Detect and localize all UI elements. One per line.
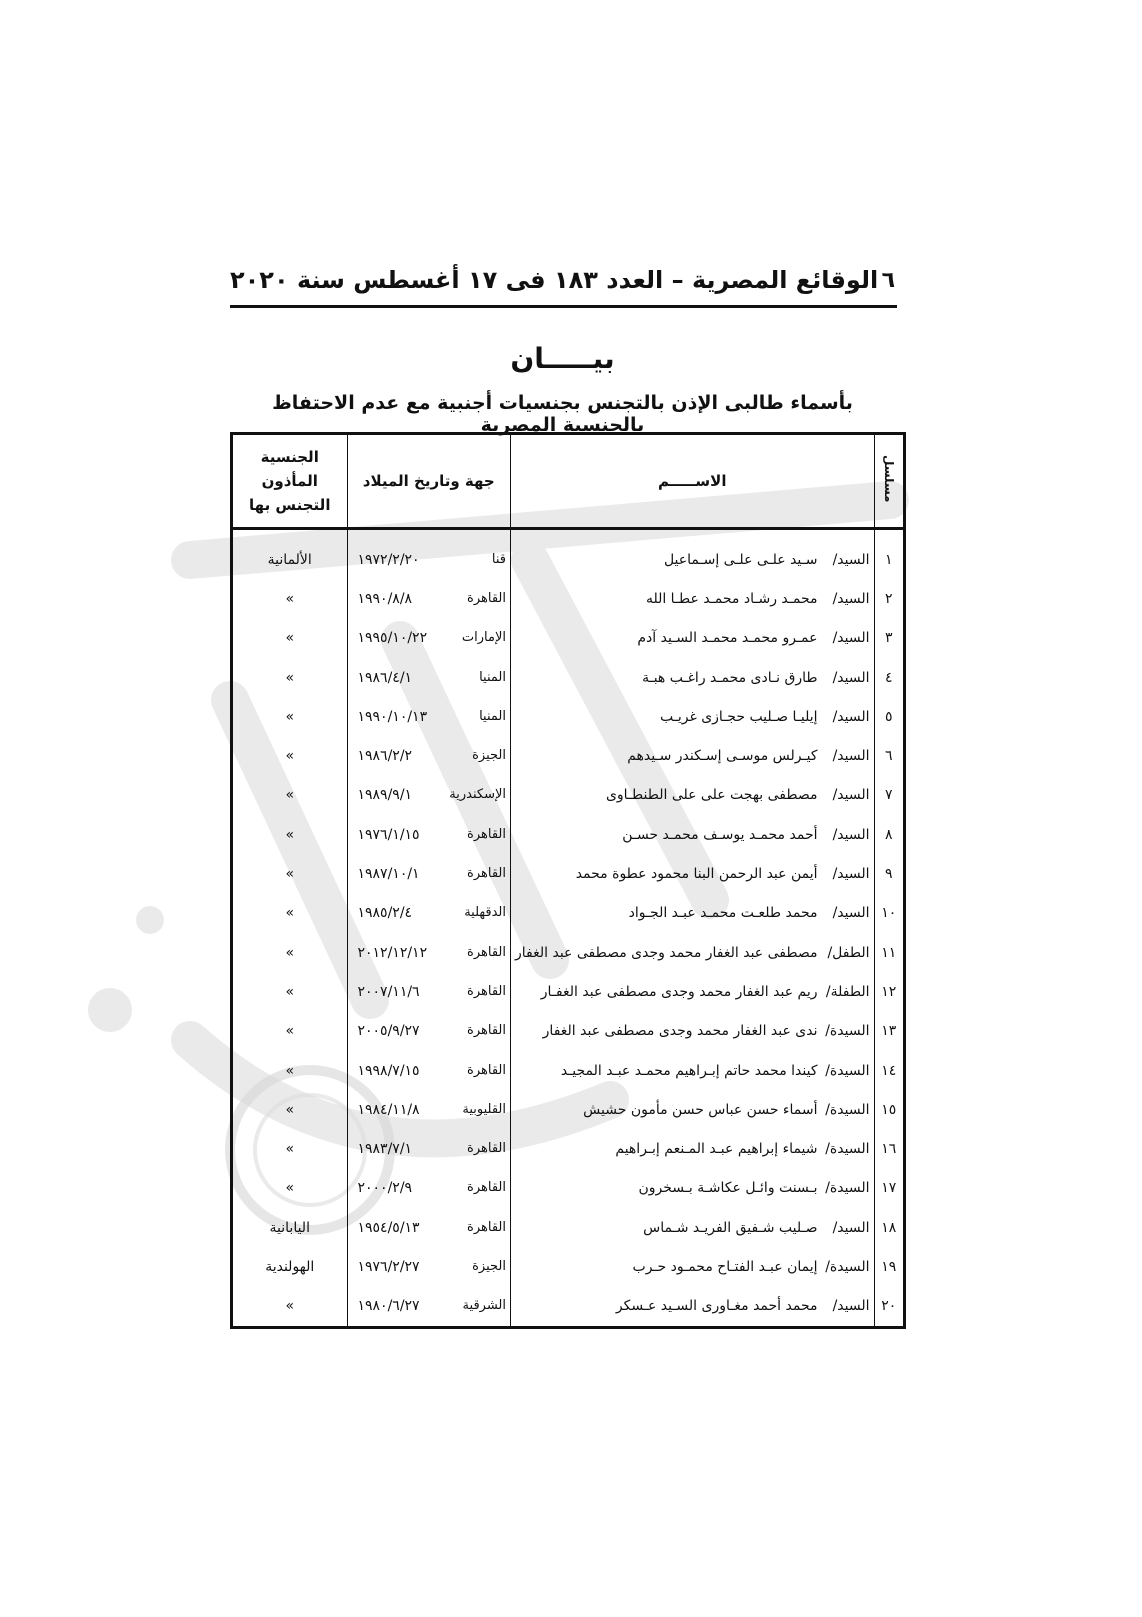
row-name-cell <box>511 619 875 658</box>
row-name: سـيد علـى علـى إسـماعيل <box>663 551 818 568</box>
table-row <box>232 933 905 972</box>
row-serial: ١٠ <box>874 894 905 933</box>
row-name: محمـد رشـاد محمـد عطـا الله <box>645 590 818 607</box>
row-nationality: » <box>232 894 348 933</box>
row-name: ريم عبد الغفار محمد وجدى مصطفى عبد الغفـار <box>540 983 818 1000</box>
row-name-cell <box>511 1208 875 1247</box>
row-birth-cell <box>347 697 511 736</box>
row-birth-date: ٢٠٠٥/٩/٢٧ <box>357 1023 420 1040</box>
table-row <box>232 1090 905 1129</box>
row-birth-place: الجيزة <box>472 748 506 764</box>
row-name-cell <box>511 1169 875 1208</box>
row-birth-place: القاهرة <box>467 826 506 842</box>
row-name-cell <box>511 894 875 933</box>
row-birth-date: ٢٠١٢/١٢/١٢ <box>357 944 428 961</box>
row-birth-cell <box>347 1129 511 1168</box>
row-title: السيد/ <box>832 1219 870 1236</box>
row-serial: ٧ <box>874 776 905 815</box>
row-nationality: » <box>232 1051 348 1090</box>
row-name-cell <box>511 579 875 618</box>
row-birth-place: المنيا <box>479 669 506 685</box>
row-birth-date: ١٩٧٦/٢/٢٧ <box>357 1258 420 1275</box>
row-title: السيدة/ <box>825 1258 870 1275</box>
table-row <box>232 1129 905 1168</box>
row-birth-date: ١٩٨٧/١٠/١ <box>357 866 420 883</box>
row-birth-date: ١٩٩٥/١٠/٢٢ <box>357 630 428 647</box>
row-birth-cell <box>347 815 511 854</box>
row-birth-date: ١٩٨٥/٢/٤ <box>357 905 413 922</box>
row-nationality: » <box>232 579 348 618</box>
row-name-cell <box>511 1247 875 1286</box>
row-serial: ١٨ <box>874 1208 905 1247</box>
table-row <box>232 697 905 736</box>
row-birth-date: ١٩٨٤/١١/٨ <box>357 1101 420 1118</box>
table-row <box>232 658 905 697</box>
row-name-cell <box>511 933 875 972</box>
row-serial: ١ <box>874 540 905 579</box>
row-birth-cell <box>347 1247 511 1286</box>
row-name: صـليب شـفيق الفريـد شـماس <box>643 1219 818 1236</box>
row-nationality: » <box>232 697 348 736</box>
row-name-cell <box>511 1090 875 1129</box>
row-name: عمـرو محمـد محمـد السـيد آدم <box>637 630 818 647</box>
column-header-name: الاســـــم <box>511 434 875 529</box>
row-serial: ١٤ <box>874 1051 905 1090</box>
row-title: السيد/ <box>832 630 870 647</box>
gazette-header-title: الوقائع المصرية – العدد ١٨٣ فى ١٧ أغسطس سنة ٢٠٢٠ <box>230 266 879 294</box>
row-title: السيد/ <box>832 905 870 922</box>
row-title: السيد/ <box>832 669 870 686</box>
row-title: السيد/ <box>832 866 870 883</box>
row-name-cell <box>511 697 875 736</box>
row-serial: ١١ <box>874 933 905 972</box>
row-birth-place: الإسكندرية <box>449 787 506 803</box>
table-row <box>232 815 905 854</box>
row-birth-date: ٢٠٠٠/٢/٩ <box>357 1180 413 1197</box>
row-name: بـسنت وائـل عكاشـة بـسخرون <box>638 1180 818 1197</box>
row-birth-date: ١٩٥٤/٥/١٣ <box>357 1219 420 1236</box>
row-title: السيدة/ <box>825 1023 870 1040</box>
row-name-cell <box>511 658 875 697</box>
row-serial: ١٣ <box>874 1012 905 1051</box>
page-header <box>230 262 895 298</box>
row-nationality: » <box>232 776 348 815</box>
row-name: مصطفى بهجت على على الطنطـاوى <box>605 787 818 804</box>
row-name-cell <box>511 815 875 854</box>
row-birth-place: القاهرة <box>467 1062 506 1078</box>
row-name-cell <box>511 1012 875 1051</box>
row-name: كيـرلس موسـى إسـكندر سـيدهم <box>627 748 818 765</box>
row-birth-cell <box>347 854 511 893</box>
row-serial: ١٢ <box>874 972 905 1011</box>
row-title: السيد/ <box>832 826 870 843</box>
row-birth-date: ١٩٨٦/٢/٢ <box>357 748 413 765</box>
row-serial: ٢ <box>874 579 905 618</box>
row-name: أيمن عبد الرحمن البنا محمود عطوة محمد <box>575 866 818 883</box>
row-title: السيدة/ <box>825 1180 870 1197</box>
table-row <box>232 1051 905 1090</box>
row-birth-cell <box>347 540 511 579</box>
row-serial: ٤ <box>874 658 905 697</box>
row-name-cell <box>511 854 875 893</box>
row-birth-cell <box>347 894 511 933</box>
row-birth-cell <box>347 1287 511 1328</box>
row-title: السيد/ <box>832 551 870 568</box>
header-divider <box>230 305 897 308</box>
row-birth-place: الإمارات <box>461 630 506 646</box>
row-birth-place: الدقهلية <box>464 905 506 921</box>
row-title: السيدة/ <box>825 1062 870 1079</box>
naturalization-table <box>230 432 906 1329</box>
row-title: السيدة/ <box>825 1141 870 1158</box>
row-birth-cell <box>347 776 511 815</box>
row-birth-cell <box>347 658 511 697</box>
column-header-nationality <box>232 434 348 529</box>
table-row <box>232 854 905 893</box>
table-row <box>232 1012 905 1051</box>
row-birth-place: القاهرة <box>467 1141 506 1157</box>
row-name-cell <box>511 736 875 775</box>
row-birth-date: ١٩٨٠/٦/٢٧ <box>357 1298 420 1315</box>
row-birth-date: ١٩٧٦/١/١٥ <box>357 826 420 843</box>
row-birth-place: الشرقية <box>462 1298 506 1314</box>
row-serial: ١٦ <box>874 1129 905 1168</box>
row-birth-place: قنا <box>491 551 506 567</box>
row-name-cell <box>511 1051 875 1090</box>
row-birth-date: ١٩٨٣/٧/١ <box>357 1141 413 1158</box>
table-row <box>232 972 905 1011</box>
table-row <box>232 579 905 618</box>
row-birth-place: القاهرة <box>467 983 506 999</box>
row-birth-cell <box>347 1208 511 1247</box>
page-number: ٦ <box>881 267 895 293</box>
row-nationality: » <box>232 1169 348 1208</box>
row-nationality: » <box>232 736 348 775</box>
table-row <box>232 1208 905 1247</box>
row-title: السيد/ <box>832 708 870 725</box>
row-name: أسماء حسن عباس حسن مأمون حشيش <box>583 1101 818 1118</box>
row-title: السيد/ <box>832 748 870 765</box>
row-name-cell <box>511 972 875 1011</box>
row-serial: ٣ <box>874 619 905 658</box>
row-nationality: » <box>232 815 348 854</box>
row-birth-cell <box>347 1169 511 1208</box>
row-birth-cell <box>347 1090 511 1129</box>
row-birth-place: القاهرة <box>467 866 506 882</box>
row-birth-cell <box>347 619 511 658</box>
row-name: ندى عبد الغفار محمد وجدى مصطفى عبد الغفار <box>542 1023 818 1040</box>
row-title: السيد/ <box>832 1298 870 1315</box>
table-row <box>232 894 905 933</box>
row-birth-place: القاهرة <box>467 1023 506 1039</box>
row-birth-date: ١٩٩٠/١٠/١٣ <box>357 708 428 725</box>
row-birth-date: ١٩٩٠/٨/٨ <box>357 590 413 607</box>
table-spacer-row <box>232 529 905 541</box>
row-nationality: » <box>232 854 348 893</box>
row-birth-place: القاهرة <box>467 590 506 606</box>
row-serial: ١٧ <box>874 1169 905 1208</box>
row-birth-cell <box>347 736 511 775</box>
row-nationality: » <box>232 1012 348 1051</box>
table-row <box>232 1169 905 1208</box>
row-birth-cell <box>347 1012 511 1051</box>
row-nationality: » <box>232 972 348 1011</box>
row-title: السيد/ <box>832 787 870 804</box>
row-birth-place: القاهرة <box>467 1180 506 1196</box>
table-row <box>232 736 905 775</box>
row-serial: ١٩ <box>874 1247 905 1286</box>
row-birth-cell <box>347 579 511 618</box>
row-nationality: الهولندية <box>232 1247 348 1286</box>
table-row <box>232 1247 905 1286</box>
row-birth-date: ٢٠٠٧/١١/٦ <box>357 983 420 1000</box>
column-header-serial: مسلسل <box>874 434 905 529</box>
row-name: شيماء إبراهيم عبـد المـنعم إبـراهيم <box>615 1141 818 1158</box>
row-nationality: الألمانية <box>232 540 348 579</box>
row-birth-place: القاهرة <box>467 1219 506 1235</box>
row-serial: ٩ <box>874 854 905 893</box>
row-name-cell <box>511 776 875 815</box>
row-nationality: اليابانية <box>232 1208 348 1247</box>
row-name: محمد أحمد مغـاورى السـيد عـسكر <box>615 1298 818 1315</box>
row-birth-place: القليوبية <box>462 1101 506 1117</box>
row-title: السيد/ <box>832 590 870 607</box>
row-serial: ٦ <box>874 736 905 775</box>
row-name: أحمد محمـد يوسـف محمـد حسـن <box>622 826 818 843</box>
row-nationality: » <box>232 1090 348 1129</box>
table-row <box>232 1287 905 1328</box>
row-title: الطفل/ <box>827 944 870 961</box>
row-nationality: » <box>232 1287 348 1328</box>
row-birth-place: الجيزة <box>472 1258 506 1274</box>
row-birth-date: ١٩٨٩/٩/١ <box>357 787 413 804</box>
table-header-row <box>232 434 905 529</box>
row-nationality: » <box>232 619 348 658</box>
column-header-nationality-line2: التجنس بها <box>249 496 331 514</box>
row-title: السيدة/ <box>825 1101 870 1118</box>
row-name: مصطفى عبد الغفار محمد وجدى مصطفى عبد الغفار <box>515 944 818 961</box>
document-title: بيـــــان <box>510 342 615 375</box>
row-title: الطفلة/ <box>825 983 870 1000</box>
row-birth-place: المنيا <box>479 708 506 724</box>
table-row <box>232 619 905 658</box>
row-birth-cell <box>347 972 511 1011</box>
row-birth-cell <box>347 933 511 972</box>
row-birth-date: ١٩٧٢/٢/٢٠ <box>357 551 420 568</box>
row-serial: ١٥ <box>874 1090 905 1129</box>
row-name-cell <box>511 1287 875 1328</box>
document-subtitle: بأسماء طالبى الإذن بالتجنس بجنسيات أجنبية مع عدم الاحتفاظ بالجنسية المصرية <box>272 392 853 436</box>
row-name: إيليـا صـليب حجـازى غريـب <box>659 708 818 725</box>
row-nationality: » <box>232 933 348 972</box>
row-name-cell <box>511 540 875 579</box>
row-name: طارق نـادى محمـد راغـب هبـة <box>642 669 818 686</box>
row-nationality: » <box>232 658 348 697</box>
row-serial: ٥ <box>874 697 905 736</box>
row-birth-place: القاهرة <box>467 944 506 960</box>
table-row <box>232 540 905 579</box>
table-row <box>232 776 905 815</box>
row-name: كيندا محمد حاتم إبـراهيم محمـد عبـد المجيـد <box>560 1062 818 1079</box>
column-header-nationality-line1: الجنسية المأذون <box>260 448 319 490</box>
row-nationality: » <box>232 1129 348 1168</box>
column-header-birth: جهة وتاريخ الميلاد <box>347 434 511 529</box>
row-name-cell <box>511 1129 875 1168</box>
row-birth-date: ١٩٨٦/٤/١ <box>357 669 413 686</box>
row-birth-date: ١٩٩٨/٧/١٥ <box>357 1062 420 1079</box>
row-name: إيمان عبـد الفتـاح محمـود حـرب <box>632 1258 818 1275</box>
row-birth-cell <box>347 1051 511 1090</box>
row-serial: ٢٠ <box>874 1287 905 1328</box>
row-serial: ٨ <box>874 815 905 854</box>
row-name: محمد طلعـت محمـد عبـد الجـواد <box>628 905 818 922</box>
